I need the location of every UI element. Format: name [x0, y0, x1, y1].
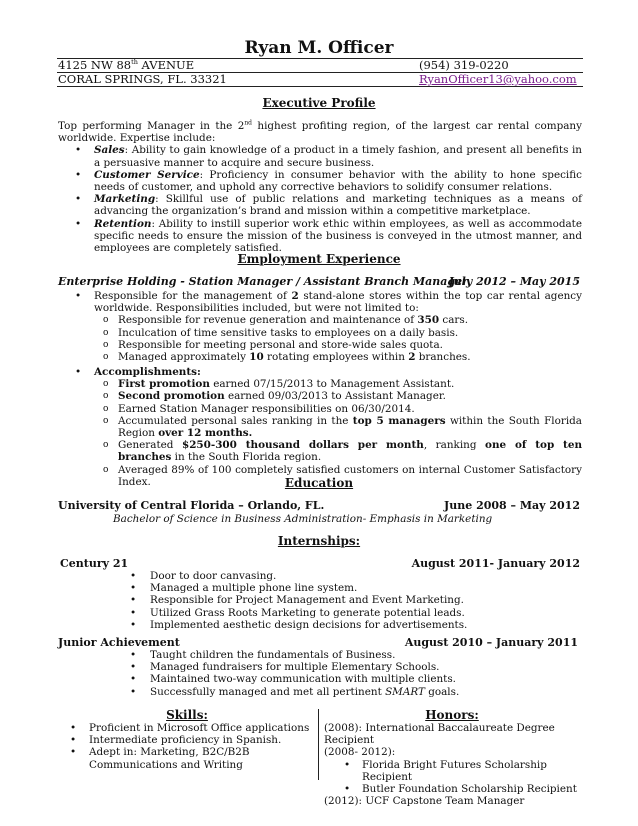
- honor-item: (2012): UCF Capstone Team Manager: [324, 795, 525, 808]
- honor-subitem: • Butler Foundation Scholarship Recipient: [324, 783, 586, 795]
- profile-list: [58, 144, 582, 254]
- contact-row-2: [58, 73, 582, 86]
- profile-item: • Customer Service: Proficiency in consumer behavior with the ability to hone specific needs of customer, and uphold any corrective behaviors to solidify consumer relations.: [58, 169, 582, 193]
- honors-block: [324, 722, 586, 807]
- honors-sublist: [324, 759, 586, 796]
- profile-item: • Marketing: Skillful use of public relations and marketing techniques as a means of advancing the organization’s brand and mission within a competitive marketplace.: [58, 193, 582, 217]
- job-responsibility: • Responsible for the management of 2 stand-alone stores within the top car rental agency worldwide. Responsibilities included, but were not limited to:: [58, 290, 582, 314]
- section-title-profile: Executive Profile: [262, 96, 376, 110]
- job-dates: July 2012 – May 2015: [448, 275, 580, 288]
- job-subitem: o Responsible for meeting personal and store-wide sales quota.: [58, 339, 582, 351]
- job-details: [58, 290, 582, 363]
- internship-ja-item: • Taught children the fundamentals of Business.: [126, 649, 586, 661]
- skill-item: • Intermediate proficiency in Spanish.: [58, 734, 316, 746]
- accomplishment-item: o Generated $250-300 thousand dollars per month, ranking one of top ten branches in the South Florida region.: [58, 439, 582, 463]
- accomplishments-list: [58, 378, 582, 488]
- internship-ja-row: [58, 636, 582, 649]
- profile-item: • Retention: Ability to instill superior work ethic within employees, as well as accommodate specific needs to ensure the mission of the business is conveyed in the utmost manner, and employees are completely satisfied.: [58, 218, 582, 255]
- internship-ja-item: • Maintained two-way communication with multiple clients.: [126, 673, 586, 685]
- internship-ja-name: Junior Achievement: [58, 636, 180, 649]
- resume-name: Ryan M. Officer: [244, 38, 394, 58]
- job-subitem: o Managed approximately 10 rotating employees within 2 branches.: [58, 351, 582, 363]
- address-line-2: CORAL SPRINGS, FL. 33321: [58, 72, 227, 86]
- internship-c21-row: [58, 557, 582, 570]
- degree: Bachelor of Science in Business Administration- Emphasis in Marketing: [113, 513, 493, 525]
- section-title-internships: Internships:: [277, 534, 361, 548]
- accomplishment-item: o Earned Station Manager responsibilities on 06/30/2014.: [58, 403, 582, 415]
- internship-c21-item: • Managed a multiple phone line system.: [126, 582, 586, 594]
- internship-ja-block: [126, 649, 586, 698]
- skills-block: [58, 722, 316, 771]
- internship-ja-item: • Successfully managed and met all pertinent SMART goals.: [126, 686, 586, 698]
- header-divider-bottom: [57, 86, 583, 87]
- job-subitem: o Responsible for revenue generation and maintenance of 350 cars.: [58, 314, 582, 326]
- internship-c21-item: • Utilized Grass Roots Marketing to generate potential leads.: [126, 607, 586, 619]
- internship-c21-dates: August 2011- January 2012: [411, 557, 580, 570]
- skills-list: [58, 722, 316, 771]
- honor-item: (2008): International Baccalaureate Degree Recipient: [324, 722, 555, 747]
- school-name: University of Central Florida – Orlando, FL.: [58, 499, 325, 512]
- address-line-1: 4125 NW 88th AVENUE: [58, 58, 195, 72]
- education-row: [58, 499, 582, 512]
- job-subitem: o Inculcation of time sensitive tasks to employees on a daily basis.: [58, 327, 582, 339]
- internship-c21-block: [126, 570, 586, 631]
- profile-intro: Top performing Manager in the 2nd highest profiting region, of the largest car rental company worldwide. Expertise include:: [58, 119, 582, 145]
- accomplishments-block: [58, 366, 582, 488]
- section-title-employment: Employment Experience: [237, 252, 401, 266]
- skill-item: • Proficient in Microsoft Office applications: [58, 722, 316, 734]
- skills-title: Skills:: [166, 708, 208, 722]
- email-link[interactable]: RyanOfficer13@yahoo.com: [419, 72, 577, 86]
- internship-c21-name: Century 21: [60, 557, 129, 570]
- skill-item: • Adept in: Marketing, B2C/B2B Communications and Writing: [58, 746, 316, 770]
- honor-item: (2008- 2012):: [324, 746, 396, 759]
- internship-ja-list: [126, 649, 586, 698]
- profile-item: • Sales: Ability to gain knowledge of a product in a timely fashion, and present all benefits in a persuasive manner to acquire and secure business.: [58, 144, 582, 168]
- job-header: [58, 275, 582, 288]
- internship-c21-list: [126, 570, 586, 631]
- accomplishment-item: o First promotion earned 07/15/2013 to Management Assistant.: [58, 378, 582, 390]
- job-list: [58, 290, 582, 314]
- profile-block: [58, 120, 582, 254]
- education-dates: June 2008 – May 2012: [444, 499, 580, 512]
- section-title-education: Education: [284, 476, 354, 490]
- internship-c21-item: • Implemented aesthetic design decisions for advertisements.: [126, 619, 586, 631]
- internship-c21-item: • Door to door canvasing.: [126, 570, 586, 582]
- contact-row-1: [58, 59, 582, 72]
- skills-honors-divider: [318, 709, 319, 780]
- job-title: Enterprise Holding - Station Manager / Assistant Branch Manager: [58, 275, 468, 288]
- honors-title: Honors:: [425, 708, 479, 722]
- accomplishment-item: o Accumulated personal sales ranking in the top 5 managers within the South Florida Region over 12 months.: [58, 415, 582, 439]
- accomplishment-item: o Second promotion earned 09/03/2013 to Assistant Manager.: [58, 390, 582, 402]
- internship-ja-dates: August 2010 – January 2011: [404, 636, 578, 649]
- internship-c21-item: • Responsible for Project Management and Event Marketing.: [126, 594, 586, 606]
- phone: (954) 319-0220: [419, 58, 509, 72]
- job-sublist: [58, 314, 582, 363]
- internship-ja-item: • Managed fundraisers for multiple Elementary Schools.: [126, 661, 586, 673]
- accomplishment-item: o Averaged 89% of 100 completely satisfied customers on internal Customer Satisfactory Index.: [58, 464, 582, 488]
- honor-subitem: • Florida Bright Futures Scholarship Recipient: [324, 759, 586, 783]
- accomplishments-label: • Accomplishments:: [58, 366, 582, 378]
